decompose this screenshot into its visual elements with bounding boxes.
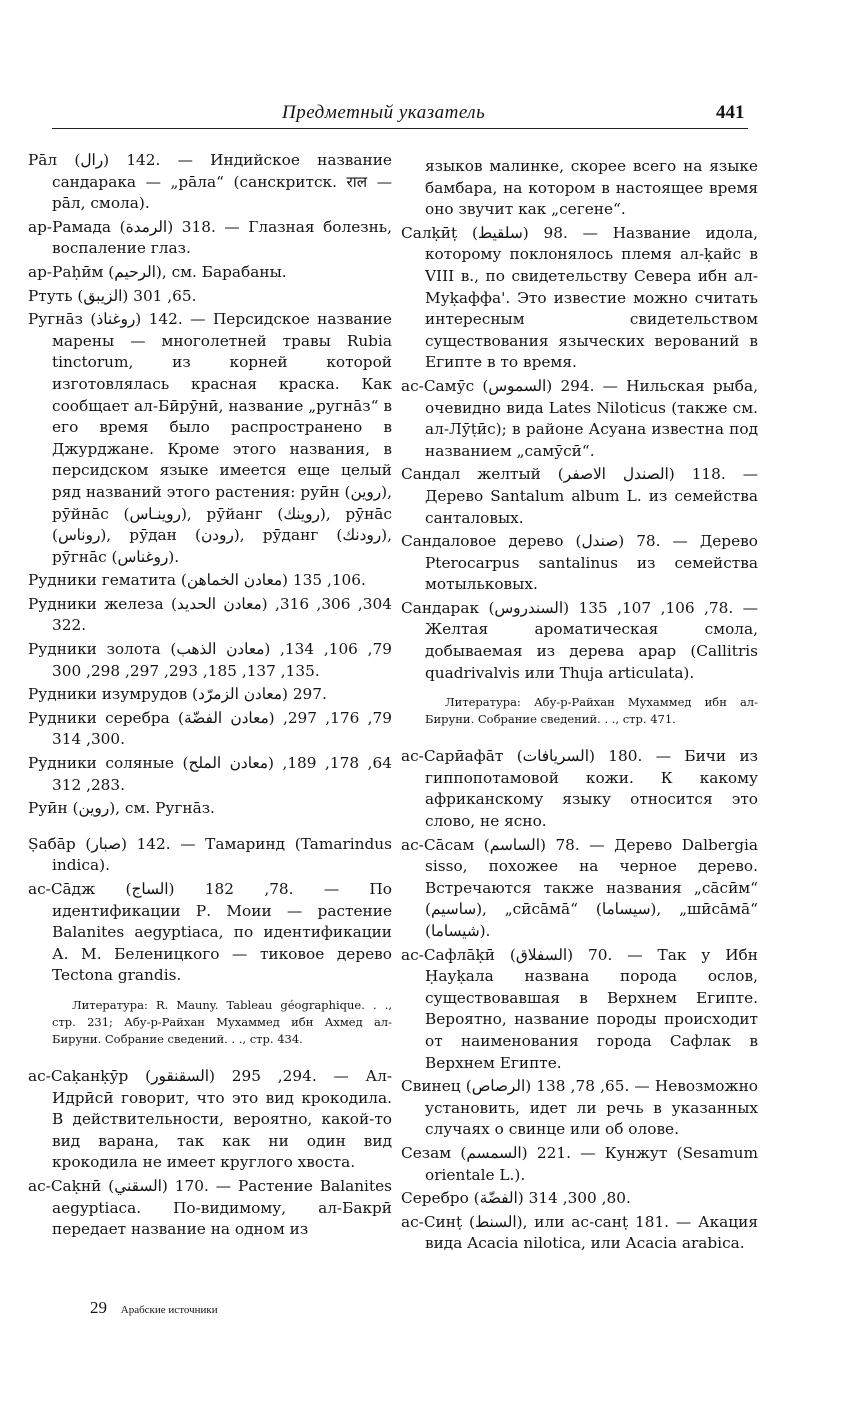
- index-entry: ас-Сарӣафāт (السريافات) 180. — Бичи из гиппопотамовой кожи. К какому африканскому языку относится это слово, не ясно.: [401, 747, 758, 831]
- index-entry: Сезам (السمسم) 221. — Кунжут (Sesamum orientale L.).: [401, 1143, 758, 1184]
- index-entry: Рудники золота (معادن الذهب) 79, 106, 134, 135, 137, 185, 293, 297, 298, 300.: [28, 640, 392, 680]
- index-entry: Руӣн (روين), см. Ругнāз.: [28, 799, 215, 818]
- index-entry: Сандарак (السندروس) 78, 106, 107, 135. — Желтая ароматическая смола, добываемая из дерева арар (Callitris quadrivalvis или Thuja articulata).: [401, 598, 758, 682]
- index-entry: Серебро (الفضّة) 80, 300, 314.: [401, 1189, 631, 1208]
- index-entry: Рудники железа (معادن الحديد) 304, 306, 316, 322.: [28, 594, 392, 635]
- left-literature-note: Литература: R. Mauny. Tableau géographique. . ., стр. 231; Абу-р-Райхан Мухаммед ибн Ахмед ал-Бируни. Собрание сведений. . ., стр. 434.: [52, 997, 392, 1046]
- running-title: Предметный указатель: [282, 102, 486, 123]
- index-entry: ас-Сāдж (الساج) 78, 182. — По идентификации Р. Моии — растение Balanites aegyptiaca, по идентификации А. М. Беленицкого — тиковое дерево Tectona grandis.: [28, 880, 392, 985]
- index-entry: Рудники гематита (معادن الخماهن) 106, 135.: [28, 571, 366, 590]
- index-entry: ас-Сāсам (الساسم) 78. — Дерево Dalbergia sisso, похожее на черное дерево. Встречаются также названия „сāсӣм“ (ساسيم), „сӣсāмā“ (سيساما), „шӣсāмā“ (شيساما).: [401, 835, 758, 940]
- left-column: [28, 150, 392, 1243]
- index-entry: Сандал желтый (الصندل الاصفر) 118. — Дерево Santalum album L. из семейства санталовых.: [401, 465, 758, 527]
- index-entry: ар-Рамада (الرمدة) 318. — Глазная болезнь, воспаление глаз.: [28, 217, 392, 258]
- index-entry: Сандаловое дерево (صندل) 78. — Дерево Pterocarpus santalinus из семейства мотыльковых.: [401, 532, 758, 594]
- signature-text: Арабские источники: [120, 1304, 218, 1316]
- right-entries-continued: [401, 746, 758, 1255]
- index-entry: ас-Саḳнӣ (السقني) 170. — Растение Balanites aegyptiaca. По-видимому, ал-Бакрӣ передает название на одном из: [28, 1176, 393, 1239]
- left-entries-continued: [28, 1066, 392, 1241]
- signature-number: 29: [90, 1298, 107, 1317]
- page-number: 441: [716, 102, 745, 123]
- page-footer: [90, 1298, 218, 1318]
- index-entry: Рудники изумрудов (معادن الزمرّد) 297.: [28, 685, 327, 704]
- index-entry: ар-Раḥӣм (الرحيم), см. Барабаны.: [28, 262, 287, 281]
- header-rule: [52, 128, 748, 129]
- left-entries: [28, 150, 392, 987]
- index-entry: Ṣабāр (صبار) 142. — Тамаринд (Tamarindus indica).: [28, 834, 392, 875]
- index-entry: Рāл (رال) 142. — Индийское название сандарака — „рāла“ (санскритск. राल — рāл, смола).: [28, 151, 392, 213]
- index-entry: Свинец (الرصاص) 65, 78, 138. — Невозможно установить, идет ли речь в указанных случаях о свинце или об олове.: [401, 1077, 758, 1139]
- index-entry: языков малинке, скорее всего на языке бамбара, на котором в настоящее время оно звучит как „сегене“.: [425, 157, 758, 219]
- index-entry: ас-Самӯс (السموس) 294. — Нильская рыба, очевидно вида Lates Niloticus (также см. ал-Лӯṭӣс); в районе Асуана известна под названием „самӯсӣ“.: [401, 376, 758, 460]
- page-header: [0, 0, 844, 130]
- index-entry: ас-Синṭ (السنط), или ас-санṭ 181. — Акация вида Acacia nilotica, или Acacia arabica.: [401, 1212, 758, 1253]
- right-column: [401, 156, 758, 1257]
- index-entry: ас-Саḳанḳӯр (السقنقور) 294, 295. — Ал-Идрӣсӣ говорит, что это вид крокодила. В действительности, вероятно, какой-то вид варана, так как ни один вид крокодила не имеет круглого хвоста.: [28, 1066, 392, 1172]
- index-entry: Ругнāз (روغناذ) 142. — Персидское название марены — многолетней травы Rubia tinctorum, из корней которой изготовлялась красная краска. Как сообщает ал-Бӣрӯнӣ, название „ругнāз“ в его время было распространено в Джурджане. Кроме этого названия, в персидском языке имеется еще целый ряд названий этого растения: руӣн (روين), рӯйнāс (روينـاس), рӯйанг (روينك), рӯнāс (روناس), рӯдан (رودن), рӯданг (رودنك), рӯгнāс (روغناس).: [28, 310, 392, 566]
- index-entry: Ртуть (الزيبق) 65, 301.: [28, 286, 197, 305]
- index-entry: Салḳӣṭ (سلقيط) 98. — Название идола, которому поклонялось племя ал-ḳайс в VIII в., по свидетельству Севера ибн ал-Муḳаффа'. Это известие можно считать интересным свидетельством существования языческих верований в Египте в то время.: [401, 223, 758, 372]
- index-entry: Рудники серебра (معادن الفضّة) 79, 176, 297, 300, 314.: [28, 708, 392, 749]
- right-literature-note: Литература: Абу-р-Райхан Мухаммед ибн ал-Бируни. Собрание сведений. . ., стр. 471.: [425, 695, 758, 727]
- index-entry: ас-Сафлāḳӣ (السفلاق) 70. — Так у Ибн Ḥауḳала названа порода ослов, существовавшая в Верхнем Египте. Вероятно, название породы происходит от наименования города Сафлак в Верхнем Египте.: [401, 945, 758, 1072]
- index-entry: Рудники соляные (معادن الملح) 64, 178, 189, 283, 312.: [28, 754, 392, 794]
- right-entries: [401, 156, 758, 684]
